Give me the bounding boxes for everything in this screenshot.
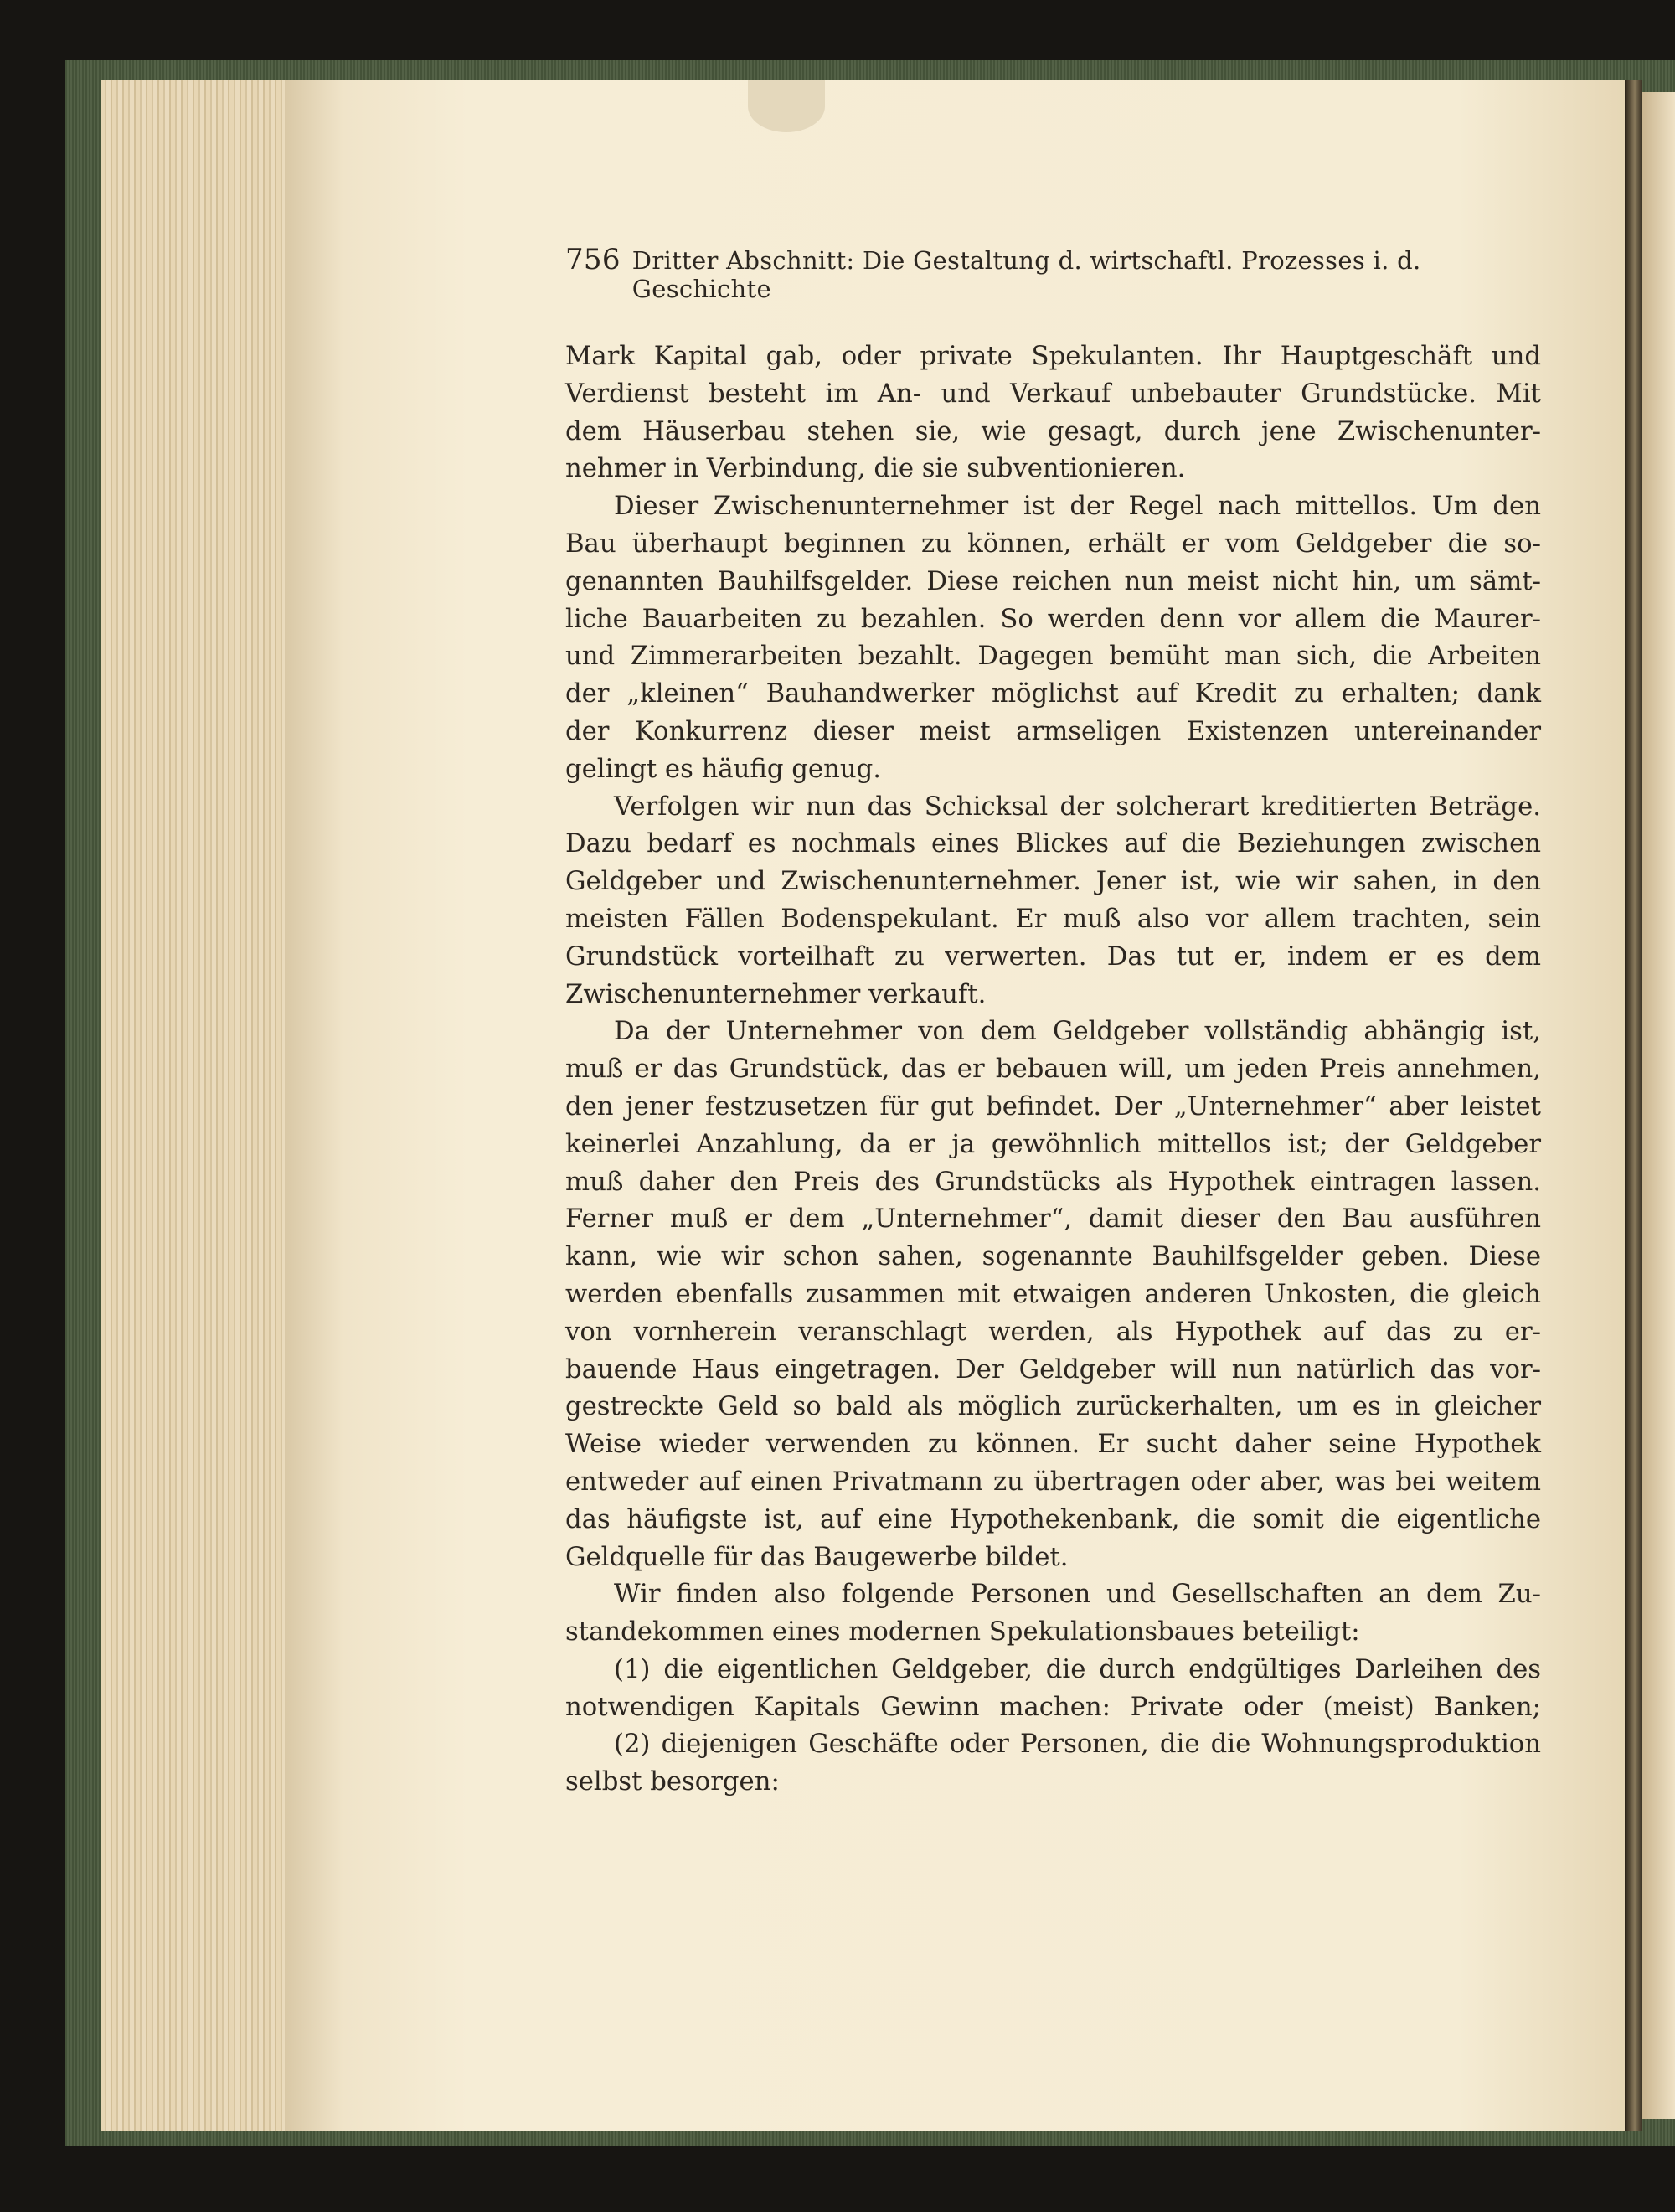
text-line: nehmer in Verbindung, die sie subventionieren.	[565, 454, 1186, 484]
text-line: Ferner muß er dem „Unternehmer“, damit dieser den Bau ausführen	[565, 1204, 1541, 1235]
facing-page-edge	[1642, 92, 1675, 2119]
text-line: standekommen eines modernen Spekulationsbaues beteiligt:	[565, 1617, 1360, 1647]
paper-mark	[748, 80, 825, 132]
text-line: Bau überhaupt beginnen zu können, erhält er vom Geldgeber die so-	[565, 529, 1541, 559]
text-line: Geldquelle für das Baugewerbe bildet.	[565, 1542, 1069, 1572]
text-line: muß er das Grundstück, das er bebauen will, um jeden Preis annehmen,	[565, 1054, 1541, 1085]
text-line: entweder auf einen Privatmann zu übertragen oder aber, was bei weitem	[565, 1467, 1541, 1497]
text-line: Dazu bedarf es nochmals eines Blickes auf die Beziehungen zwischen	[565, 829, 1541, 859]
text-line: Zwischenunternehmer verkauft.	[565, 979, 987, 1009]
text-line: Da der Unternehmer von dem Geldgeber vollständig abhängig ist,	[614, 1017, 1541, 1047]
text-line: Mark Kapital gab, oder private Spekulanten. Ihr Hauptgeschäft und	[565, 342, 1541, 371]
paragraph	[565, 1652, 1541, 1727]
text-line: muß daher den Preis des Grundstücks als Hypothek eintragen lassen.	[565, 1167, 1541, 1197]
paragraph	[565, 338, 1541, 488]
text-line: Geldgeber und Zwischenunternehmer. Jener ist, wie wir sahen, in den	[565, 867, 1541, 897]
text-line: Dieser Zwischenunternehmer ist der Regel nach mittellos. Um den	[614, 492, 1541, 522]
text-line: genannten Bauhilfsgelder. Diese reichen nun meist nicht hin, um sämt-	[565, 566, 1541, 596]
text-line: dem Häuserbau stehen sie, wie gesagt, durch jene Zwischenunter-	[565, 416, 1541, 446]
text-line: keinerlei Anzahlung, da er ja gewöhnlich mittellos ist; der Geldgeber	[565, 1129, 1541, 1159]
text-line: Wir finden also folgende Personen und Gesellschaften an dem Zu-	[614, 1580, 1541, 1610]
paragraph	[565, 789, 1541, 1014]
text-line: selbst besorgen:	[565, 1767, 780, 1797]
page-number: 756	[565, 243, 621, 276]
text-line: Weise wieder verwenden zu können. Er sucht daher seine Hypothek	[565, 1430, 1541, 1460]
text-line: Grundstück vorteilhaft zu verwerten. Das tut er, indem er es dem	[565, 941, 1541, 972]
text-line: und Zimmerarbeiten bezahlt. Dagegen bemüht man sich, die Arbeiten	[565, 642, 1541, 672]
text-line: (2) diejenigen Geschäfte oder Personen, die die Wohnungsproduktion	[614, 1730, 1541, 1760]
paragraph	[565, 1576, 1541, 1652]
text-line: gelingt es häufig genug.	[565, 754, 882, 784]
text-line: liche Bauarbeiten zu bezahlen. So werden denn vor allem die Maurer-	[565, 604, 1541, 634]
paragraph	[565, 488, 1541, 788]
text-line: werden ebenfalls zusammen mit etwaigen anderen Unkosten, die gleich	[565, 1279, 1541, 1309]
text-line: gestreckte Geld so bald als möglich zurückerhalten, um es in gleicher	[565, 1392, 1541, 1422]
text-line: (1) die eigentlichen Geldgeber, die durch endgültiges Darleihen des	[614, 1654, 1541, 1684]
text-line: der „kleinen“ Bauhandwerker möglichst auf Kredit zu erhalten; dank	[565, 679, 1541, 709]
text-line: meisten Fällen Bodenspekulant. Er muß also vor allem trachten, sein	[565, 904, 1541, 934]
text-line: kann, wie wir schon sahen, sogenannte Bauhilfsgelder geben. Diese	[565, 1242, 1541, 1272]
text-line: den jener festzusetzen für gut befindet. Der „Unternehmer“ aber leistet	[565, 1091, 1541, 1121]
text-line: Verdienst besteht im An- und Verkauf unbebauter Grundstücke. Mit	[565, 379, 1541, 409]
text-line: notwendigen Kapitals Gewinn machen: Private oder (meist) Banken;	[565, 1692, 1541, 1722]
text-line: Verfolgen wir nun das Schicksal der solcherart kreditierten Beträge.	[614, 791, 1541, 822]
text-line: von vornherein veranschlagt werden, als Hypothek auf das zu er-	[565, 1317, 1541, 1347]
page-text	[565, 243, 1541, 1802]
paragraph	[565, 1726, 1541, 1802]
text-line: bauende Haus eingetragen. Der Geldgeber will nun natürlich das vor-	[565, 1354, 1541, 1384]
paragraph	[565, 1013, 1541, 1576]
running-head	[565, 243, 1541, 303]
book-gutter	[1625, 80, 1642, 2131]
running-title: Dritter Abschnitt: Die Gestaltung d. wirtschaftl. Prozesses i. d. Geschichte	[631, 246, 1421, 303]
text-line: der Konkurrenz dieser meist armseligen Existenzen untereinander	[565, 716, 1541, 746]
text-line: das häufigste ist, auf eine Hypothekenbank, die somit die eigentliche	[565, 1504, 1541, 1534]
